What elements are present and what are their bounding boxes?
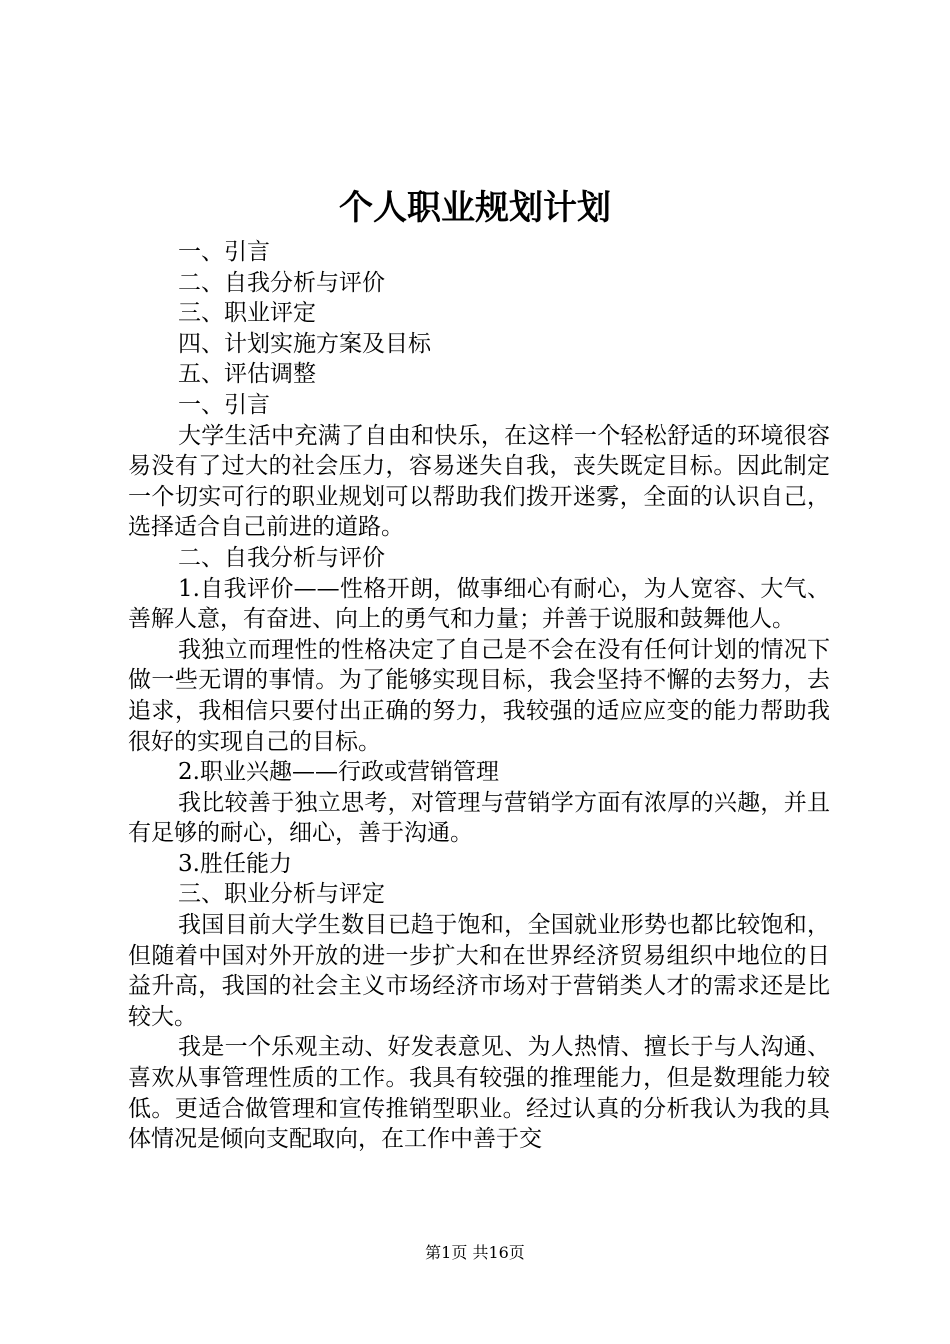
toc-item: 四、计划实施方案及目标	[178, 330, 431, 357]
section-heading: 二、自我分析与评价	[178, 544, 385, 571]
paragraph: 我是一个乐观主动、好发表意见、为人热情、擅长于与人沟通、喜欢从事管理性质的工作。我具有较强的推理能力，但是数理能力较低。更适合做管理和宣传推销型职业。经过认真的分析我认为我的具体情况是倾向支配取向，在工作中善于交	[128, 1034, 830, 1153]
paragraph: 大学生活中充满了自由和快乐，在这样一个轻松舒适的环境很容易没有了过大的社会压力，容易迷失自我，丧失既定目标。因此制定一个切实可行的职业规划可以帮助我们拨开迷雾，全面的认识自己，选择适合自己前进的道路。	[128, 422, 830, 541]
toc-item: 二、自我分析与评价	[178, 269, 385, 296]
paragraph: 我独立而理性的性格决定了自己是不会在没有任何计划的情况下做一些无谓的事情。为了能够实现目标，我会坚持不懈的去努力，去追求，我相信只要付出正确的努力，我较强的适应应变的能力帮助我很好的实现自己的目标。	[128, 636, 830, 755]
toc-item: 三、职业评定	[178, 300, 316, 327]
document-title: 个人职业规划计划	[339, 188, 611, 228]
section-heading: 三、职业分析与评定	[178, 881, 385, 908]
paragraph: 我比较善于独立思考，对管理与营销学方面有浓厚的兴趣，并且有足够的耐心，细心，善于沟通。	[128, 789, 830, 847]
subsection-heading: 2.职业兴趣——行政或营销管理	[178, 759, 499, 786]
paragraph: 1.自我评价——性格开朗，做事细心有耐心，为人宽容、大气、善解人意，有奋进、向上的勇气和力量；并善于说服和鼓舞他人。	[128, 575, 830, 633]
section-heading: 一、引言	[178, 391, 270, 418]
document-body	[128, 237, 830, 1155]
paragraph: 我国目前大学生数目已趋于饱和，全国就业形势也都比较饱和，但随着中国对外开放的进一步扩大和在世界经济贸易组织中地位的日益升高，我国的社会主义市场经济市场对于营销类人才的需求还是比较大。	[128, 912, 830, 1030]
toc-item: 一、引言	[178, 239, 270, 265]
subsection-heading: 3.胜任能力	[178, 850, 292, 877]
toc-item: 五、评估调整	[178, 361, 316, 388]
page-footer: 第1页 共16页	[425, 1243, 525, 1262]
